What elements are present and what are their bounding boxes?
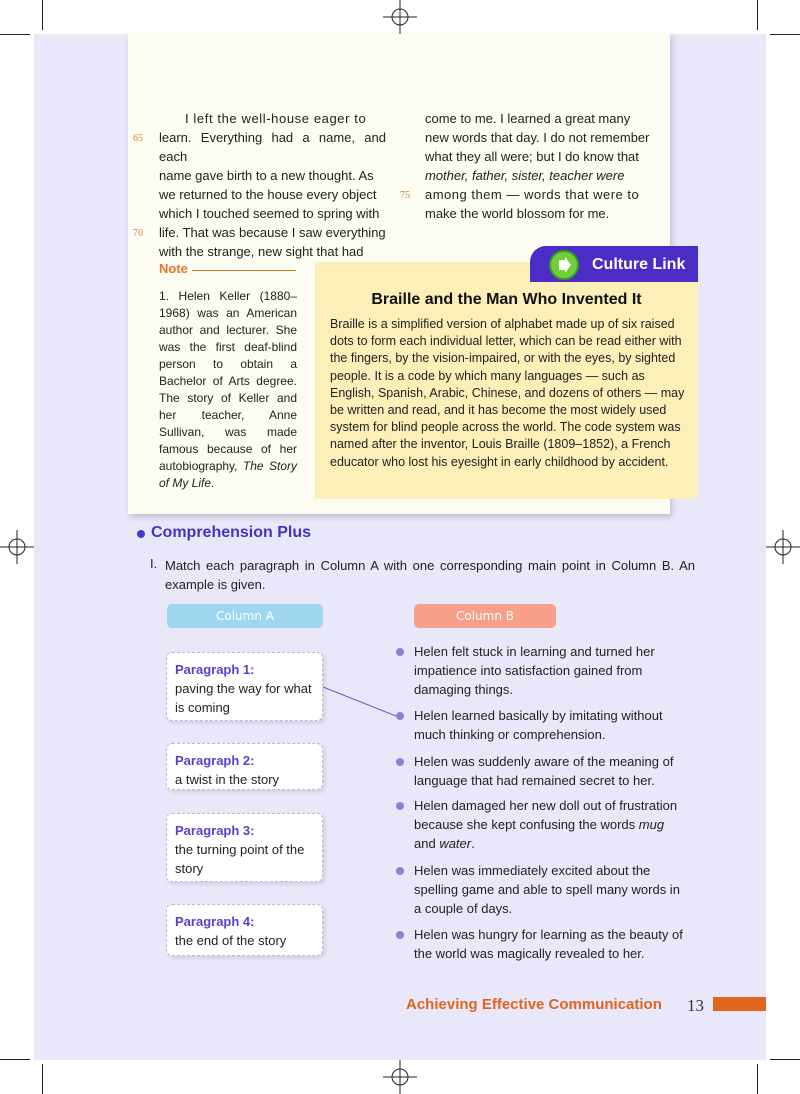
footer-accent-bar <box>713 997 766 1011</box>
paragraph-summary: the end of the story <box>175 933 287 948</box>
emphasis-word: mug <box>638 817 665 832</box>
line-number: 70 <box>133 228 143 239</box>
page-number: 13 <box>687 996 704 1015</box>
paragraph-label: Paragraph 1: <box>175 662 255 677</box>
column-a-item[interactable] <box>166 904 323 956</box>
passage-line: which I touched seemed to spring with <box>159 206 380 221</box>
line-number: 65 <box>133 133 143 144</box>
note-text: 1. Helen Keller (1880–1968) was an American author and lecturer. She was the first deaf-blind person to obtain a Bachelor of Arts degree. The story of Keller and her teacher, Anne Sullivan, was made famous because of her autobiography, <box>159 289 297 473</box>
passage-line: what they all were; but I do know that <box>425 149 639 164</box>
passage-column-right <box>425 109 653 223</box>
passage-line: new words that day. I do not remember <box>425 130 650 145</box>
column-b-text: . <box>471 836 475 851</box>
column-b-item[interactable]: Helen was suddenly aware of the meaning of language that had remained secret to her. <box>414 754 674 788</box>
passage-line: we returned to the house every object <box>159 187 377 202</box>
bullet-icon <box>137 530 145 538</box>
culture-link-label: Culture Link <box>592 256 686 273</box>
registration-mark-icon <box>383 1060 417 1094</box>
column-a-item[interactable] <box>166 813 323 882</box>
crop-mark <box>757 0 758 30</box>
passage-line: name gave birth to a new thought. As <box>159 168 374 183</box>
column-b-item[interactable]: Helen felt stuck in learning and turned her impatience into satisfaction gained from damaging things. <box>414 644 655 697</box>
passage-line: among them — words that were to <box>425 187 640 202</box>
note-divider <box>192 270 296 271</box>
passage-line: come to me. I learned a great many <box>425 111 631 126</box>
note-title: Note <box>159 261 188 276</box>
crop-mark <box>757 1064 758 1094</box>
bullet-icon <box>396 648 404 656</box>
note-body <box>159 288 297 492</box>
crop-mark <box>42 1064 43 1094</box>
column-a-item[interactable] <box>166 743 323 790</box>
bullet-icon <box>396 867 404 875</box>
column-b-text: Helen damaged her new doll out of frustration because she kept confusing the words <box>414 798 678 832</box>
note-end: . <box>211 476 215 490</box>
question-instruction: Match each paragraph in Column A with one corresponding main point in Column B. An example is given. <box>165 558 695 592</box>
paragraph-label: Paragraph 3: <box>175 823 255 838</box>
emphasis-word: water <box>439 836 472 851</box>
column-b-item[interactable]: Helen learned basically by imitating without much thinking or comprehension. <box>414 708 663 742</box>
paragraph-summary: a twist in the story <box>175 772 280 787</box>
passage-line: I left the well-house eager to <box>185 111 367 126</box>
passage-line: learn. Everything had a name, and each <box>159 130 386 164</box>
bullet-icon <box>396 931 404 939</box>
column-b-text: and <box>414 836 440 851</box>
culture-link-title: Braille and the Man Who Invented It <box>371 291 642 308</box>
footer-unit-title: Achieving Effective Communication <box>406 996 662 1013</box>
arrow-right-icon <box>549 250 579 280</box>
paragraph-label: Paragraph 4: <box>175 914 255 929</box>
bullet-icon <box>396 758 404 766</box>
registration-mark-icon <box>0 530 34 564</box>
crop-mark <box>0 34 30 35</box>
bullet-icon <box>396 712 404 720</box>
line-number: 75 <box>400 190 410 201</box>
crop-mark <box>770 1059 800 1060</box>
column-b-item[interactable]: Helen was immediately excited about the spelling game and able to spell many words in a couple of days. <box>414 863 680 916</box>
passage-column-left <box>159 109 386 261</box>
passage-line: with the strange, new sight that had <box>159 244 364 259</box>
paragraph-summary: the turning point of the story <box>175 842 305 876</box>
note-book-title: The Story of My Life <box>159 459 297 490</box>
culture-link-body: Braille is a simplified version of alphabet made up of six raised dots to form each individual letter, which can be read either with the fingers, by the vision-impaired, or with the eyes, by sighted people. It is a code by which many languages — such as English, Spanish, Arabic, Chinese, and dozens of others — may be written and read, and it has become the most widely used system for blind people across the world. The code system was named after the inventor, Louis Braille (1809–1852), a French educator who lost his eyesight in early childhood by accident. <box>330 317 685 469</box>
paragraph-summary: paving the way for what is coming <box>175 681 312 715</box>
paragraph-label: Paragraph 2: <box>175 753 255 768</box>
bullet-icon <box>396 802 404 810</box>
crop-mark <box>0 1059 30 1060</box>
passage-line: life. That was because I saw everything <box>159 225 386 240</box>
registration-mark-icon <box>766 530 800 564</box>
registration-mark-icon <box>383 0 417 34</box>
passage-line: make the world blossom for me. <box>425 206 610 221</box>
column-b-item[interactable]: Helen was hungry for learning as the beauty of the world was magically revealed to her. <box>414 927 683 961</box>
column-a-header: Column A <box>167 604 323 628</box>
crop-mark <box>770 34 800 35</box>
crop-mark <box>42 0 43 30</box>
question-number: I. <box>150 556 158 571</box>
column-a-item[interactable] <box>166 652 323 721</box>
column-b-header: Column B <box>414 604 556 628</box>
section-title: Comprehension Plus <box>151 524 312 541</box>
passage-line: mother, father, sister, teacher were <box>425 168 625 183</box>
column-b-item[interactable] <box>414 796 684 853</box>
